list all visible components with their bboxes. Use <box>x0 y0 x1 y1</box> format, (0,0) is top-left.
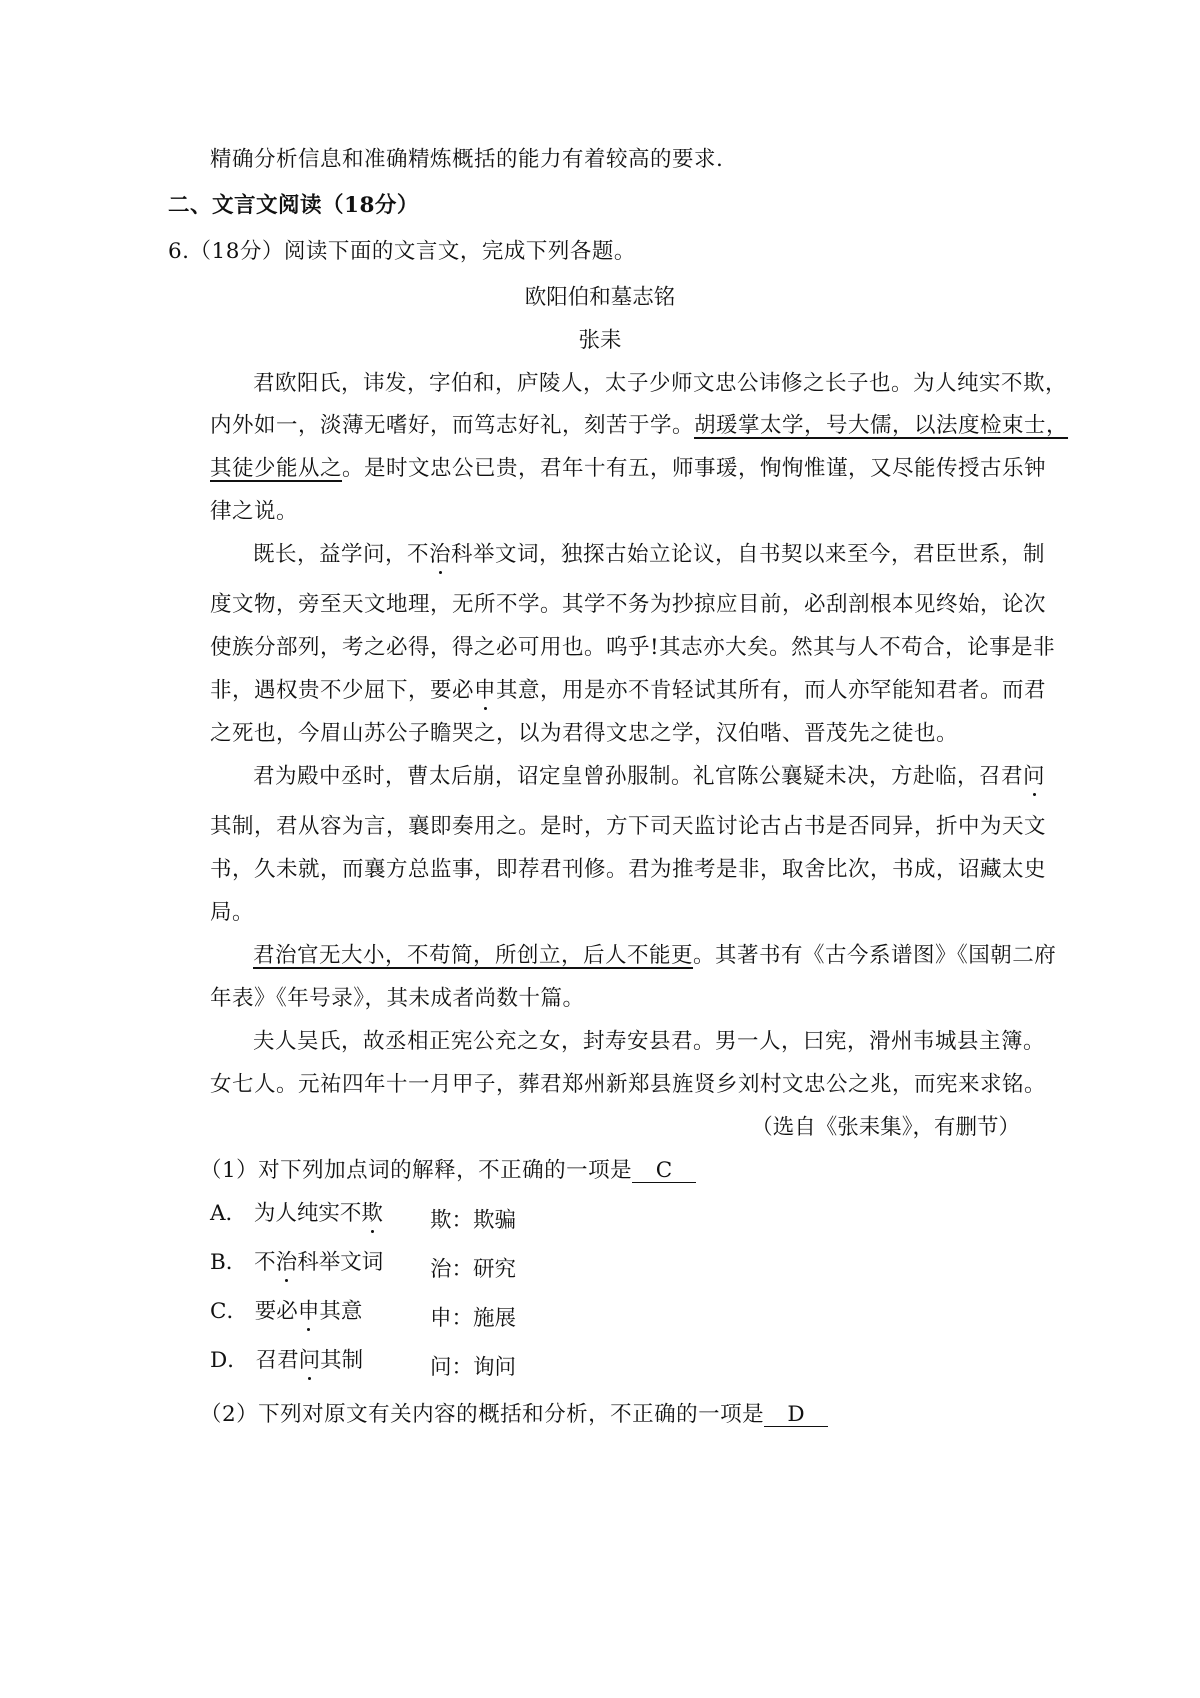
option-phrase <box>256 1348 364 1373</box>
p2-line-2: 度文物，旁至天文地理，无所不学。其学不务为抄掠应目前，必刮剖根本见终始，论次 <box>210 592 1047 617</box>
option-phrase <box>254 1201 383 1226</box>
p3-line-1 <box>253 759 1045 790</box>
passage-author: 张耒 <box>578 328 622 353</box>
p2-line-3: 使族分部列，考之必得，得之必可用也。呜乎!其志亦大矣。然其与人不苟合，论事是非 <box>210 635 1056 660</box>
option-phrase-pre: 不 <box>254 1250 276 1275</box>
option-letter: A． <box>210 1201 248 1226</box>
option-phrase-pre: 要必 <box>254 1299 298 1324</box>
q1-option-c <box>210 1294 362 1325</box>
q1-option-b <box>210 1245 383 1276</box>
p4-line-2: 年表》《年号录》，其未成者尚数十篇。 <box>210 986 585 1011</box>
p2-line-5: 之死也，今眉山苏公子瞻哭之，以为君得文忠之学，汉伯喈、晋茂先之徒也。 <box>210 721 959 746</box>
option-phrase-post: 其制 <box>320 1348 364 1373</box>
p1-underlined-sentence-a: 胡瑗掌太学，号大儒，以法度检束士， <box>694 413 1069 438</box>
option-phrase-pre: 为人纯实不 <box>253 1201 362 1226</box>
dotted-char-wen: 问 <box>1023 764 1046 789</box>
p1-line-3-text: 。是时文忠公已贵，君年十有五，师事瑗，恂恂惟谨，又尽能传授古乐钟 <box>342 456 1047 481</box>
option-phrase <box>254 1250 383 1275</box>
p3-line-4: 局。 <box>210 900 255 925</box>
option-letter: C． <box>210 1299 248 1324</box>
q1-option-d <box>210 1343 363 1374</box>
option-phrase-post: 科举文词 <box>297 1250 384 1275</box>
p2-line-4-post: 其意，用是亦不肯轻试其所有，而人亦罕能知君者。而君 <box>496 678 1047 703</box>
p4-line-1 <box>253 938 1056 969</box>
top-line: 精确分析信息和准确精炼概括的能力有着较高的要求. <box>210 147 724 172</box>
p5-line-1: 夫人吴氏，故丞相正宪公充之女，封寿安县君。男一人，曰宪，滑州韦城县主簿。 <box>253 1029 1046 1054</box>
p1-line-2-text: 内外如一，淡薄无嗜好，而笃志好礼，刻苦于学。 <box>210 413 695 438</box>
passage-title: 欧阳伯和墓志铭 <box>524 285 676 310</box>
p4-line-1-post: 。其著书有《古今系谱图》《国朝二府 <box>693 943 1057 968</box>
p4-underlined-sentence: 君治官无大小，不苟简，所创立，后人不能更 <box>253 943 694 968</box>
p1-line-1: 君欧阳氏，讳发，字伯和，庐陵人，太子少师文忠公讳修之长子也。为人纯实不欺， <box>253 371 1068 396</box>
dotted-char: 申 <box>297 1299 320 1324</box>
p3-line-1-pre: 君为殿中丞时，曹太后崩，诏定皇曾孙服制。礼官陈公襄疑未决，方赴临，召君 <box>253 764 1024 789</box>
option-letter: B． <box>210 1250 248 1275</box>
dotted-char: 问 <box>298 1348 321 1373</box>
q1-answer-blank: C <box>632 1160 696 1183</box>
question-intro: 6.（18分）阅读下面的文言文，完成下列各题。 <box>168 239 636 264</box>
p1-line-4: 律之说。 <box>210 499 299 524</box>
p1-underlined-sentence-b: 其徒少能从之 <box>210 456 343 481</box>
section-heading: 二、文言文阅读（18分） <box>168 193 419 218</box>
p3-line-3: 书，久未就，而襄方总监事，即荐君刊修。君为推考是非，取舍比次，书成，诏藏太史 <box>210 857 1047 882</box>
p2-line-1 <box>253 537 1045 568</box>
option-phrase <box>255 1299 363 1324</box>
option-letter: D． <box>210 1348 249 1373</box>
p2-line-4-pre: 非，遇权贵不少屈下，要必 <box>210 678 475 703</box>
dotted-char: 治 <box>275 1250 298 1275</box>
dotted-char-shen: 申 <box>474 678 497 703</box>
q1-option-d-gloss: 问：询问 <box>430 1355 517 1380</box>
q1-stem-text: （1）对下列加点词的解释，不正确的一项是 <box>200 1158 633 1183</box>
option-phrase-post: 其意 <box>319 1299 363 1324</box>
p5-line-2: 女七人。元祐四年十一月甲子，葬君郑州新郑县旌贤乡刘村文忠公之兆，而宪来求铭。 <box>210 1072 1047 1097</box>
p1-line-2 <box>210 408 1068 439</box>
p1-line-3 <box>210 451 1046 482</box>
p2-line-1-pre: 既长，益学问，不 <box>253 542 430 567</box>
q2-stem-text: （2）下列对原文有关内容的概括和分析，不正确的一项是 <box>200 1402 765 1427</box>
q1-option-c-gloss: 申：施展 <box>430 1306 517 1331</box>
q2-stem <box>200 1397 828 1428</box>
p2-line-4 <box>210 673 1046 704</box>
q1-option-a <box>210 1196 383 1227</box>
option-phrase-pre: 召君 <box>255 1348 299 1373</box>
dotted-char-zhi: 治 <box>429 542 452 567</box>
passage-source: （选自《张耒集》，有删节） <box>751 1115 1020 1140</box>
q1-option-b-gloss: 治：研究 <box>430 1257 517 1282</box>
p3-line-2: 其制，君从容为言，襄即奏用之。是时，方下司天监讨论古占书是否同异，折中为天文 <box>210 814 1047 839</box>
q1-option-a-gloss: 欺：欺骗 <box>430 1208 517 1233</box>
dotted-char: 欺 <box>361 1201 383 1226</box>
p2-line-1-post: 科举文词，独探古始立论议，自书契以来至今，君臣世系，制 <box>451 542 1046 567</box>
q2-answer-blank: D <box>764 1404 828 1427</box>
q1-stem <box>200 1153 696 1184</box>
